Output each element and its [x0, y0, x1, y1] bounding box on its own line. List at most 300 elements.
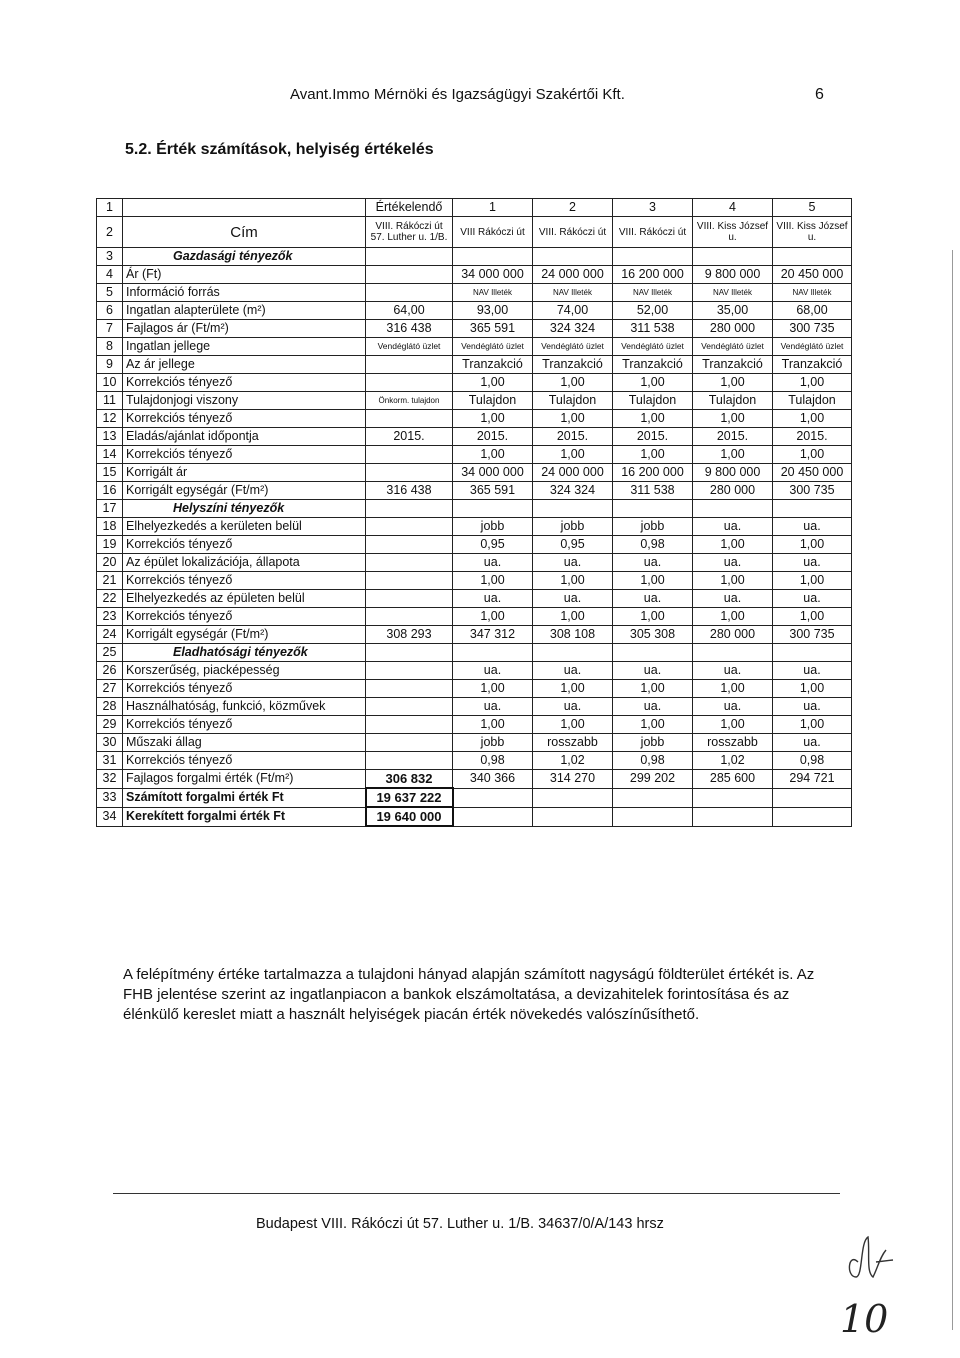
table-cell: 33	[97, 788, 123, 807]
table-cell: 314 270	[533, 770, 613, 789]
table-cell	[773, 500, 852, 518]
table-row	[97, 554, 852, 572]
table-cell: 34	[97, 807, 123, 826]
table-cell	[773, 248, 852, 266]
table-cell: 1	[453, 199, 533, 217]
table-cell: 35,00	[693, 302, 773, 320]
table-cell	[453, 788, 533, 807]
table-row	[97, 518, 852, 536]
table-cell	[366, 608, 453, 626]
table-cell: Az ár jellege	[123, 356, 366, 374]
table-cell: Tulajdon	[693, 392, 773, 410]
table-cell: ua.	[533, 554, 613, 572]
table-row	[97, 807, 852, 826]
table-cell: 4	[693, 199, 773, 217]
table-cell: 22	[97, 590, 123, 608]
table-cell: 1,00	[773, 536, 852, 554]
table-cell: 5	[97, 284, 123, 302]
table-cell	[613, 248, 693, 266]
table-cell: 21	[97, 572, 123, 590]
table-cell	[366, 374, 453, 392]
table-cell: 305 308	[613, 626, 693, 644]
table-row	[97, 716, 852, 734]
table-cell: 1,00	[773, 608, 852, 626]
table-cell	[366, 644, 453, 662]
table-cell: 2015.	[533, 428, 613, 446]
table-cell: 16	[97, 482, 123, 500]
table-row	[97, 356, 852, 374]
table-cell: 34 000 000	[453, 266, 533, 284]
table-cell: 31	[97, 752, 123, 770]
table-cell: ua.	[693, 662, 773, 680]
table-cell: Vendéglátó üzlet	[773, 338, 852, 356]
table-cell: Korrekciós tényező	[123, 608, 366, 626]
table-cell: 1,00	[773, 572, 852, 590]
table-cell: 311 538	[613, 320, 693, 338]
table-cell: Helyszíni tényezők	[123, 500, 366, 518]
table-cell: Tranzakció	[773, 356, 852, 374]
table-cell: Értékelendő	[366, 199, 453, 217]
table-cell: 20 450 000	[773, 266, 852, 284]
table-cell: 1,00	[533, 374, 613, 392]
table-row	[97, 788, 852, 807]
table-cell	[773, 644, 852, 662]
table-cell: Korrekciós tényező	[123, 536, 366, 554]
table-row	[97, 680, 852, 698]
table-cell: 1,00	[693, 374, 773, 392]
table-cell: 2015.	[453, 428, 533, 446]
handwritten-page-number: 10	[840, 1297, 889, 1341]
table-row	[97, 608, 852, 626]
table-cell: 1,00	[613, 446, 693, 464]
table-cell	[533, 788, 613, 807]
table-cell: 311 538	[613, 482, 693, 500]
table-row	[97, 590, 852, 608]
table-cell: 64,00	[366, 302, 453, 320]
table-cell: 285 600	[693, 770, 773, 789]
table-cell: ua.	[773, 662, 852, 680]
table-cell: jobb	[453, 518, 533, 536]
table-cell: ua.	[533, 698, 613, 716]
table-row	[97, 698, 852, 716]
table-cell: 0,95	[453, 536, 533, 554]
table-cell: 280 000	[693, 482, 773, 500]
table-cell: Cím	[123, 217, 366, 248]
table-cell	[366, 554, 453, 572]
table-cell: Ár (Ft)	[123, 266, 366, 284]
table-cell: 306 832	[366, 770, 453, 789]
table-cell: VIII. Rákóczi út	[613, 217, 693, 248]
table-cell	[613, 788, 693, 807]
table-cell: 1,00	[533, 572, 613, 590]
table-cell: NAV Illeték	[693, 284, 773, 302]
table-cell: 1,00	[773, 410, 852, 428]
summary-paragraph: A felépítmény értéke tartalmazza a tulajdoni hányad alapján számított nagyságú földterület értékét is. Az FHB jelentése szerint az ingatlanpiacon a bankok elszámoltatása, a devizahitelek forintosítása és az élénkülő kereslet miatt a használt helyiségek piacán érték növekedés valószínűsíthető.	[123, 966, 815, 1023]
table-cell	[366, 446, 453, 464]
table-cell: 365 591	[453, 320, 533, 338]
table-cell: ua.	[453, 698, 533, 716]
table-cell: 19	[97, 536, 123, 554]
table-cell: 300 735	[773, 482, 852, 500]
table-cell: Korrigált egységár (Ft/m²)	[123, 626, 366, 644]
table-row	[97, 536, 852, 554]
table-cell: 12	[97, 410, 123, 428]
table-cell	[366, 716, 453, 734]
table-cell: 280 000	[693, 626, 773, 644]
table-cell	[123, 199, 366, 217]
table-cell: 1,00	[533, 680, 613, 698]
section-row	[97, 644, 852, 662]
table-cell: VIII. Kiss József u.	[773, 217, 852, 248]
table-cell: Vendéglátó üzlet	[613, 338, 693, 356]
table-cell: 1,00	[613, 608, 693, 626]
table-cell: 28	[97, 698, 123, 716]
table-row	[97, 374, 852, 392]
table-cell: 1,00	[533, 446, 613, 464]
table-cell	[366, 734, 453, 752]
footer-address: Budapest VIII. Rákóczi út 57. Luther u. 1/B. 34637/0/A/143 hrsz	[256, 1216, 664, 1232]
table-row	[97, 626, 852, 644]
table-cell: Korrekciós tényező	[123, 446, 366, 464]
table-cell: Tulajdonjogi viszony	[123, 392, 366, 410]
table-cell: 0,98	[613, 752, 693, 770]
table-row	[97, 428, 852, 446]
table-row	[97, 410, 852, 428]
table-cell: 1,00	[453, 446, 533, 464]
table-cell: Korrigált ár	[123, 464, 366, 482]
page-number: 6	[815, 86, 824, 103]
company-header: Avant.Immo Mérnöki és Igazságügyi Szakértői Kft.	[290, 86, 625, 103]
table-cell: NAV Illeték	[613, 284, 693, 302]
table-cell: 1,02	[693, 752, 773, 770]
table-cell: 2	[533, 199, 613, 217]
table-cell: Korrekciós tényező	[123, 752, 366, 770]
table-cell	[613, 500, 693, 518]
table-cell: 1	[97, 199, 123, 217]
table-cell: 1,00	[693, 716, 773, 734]
table-cell	[366, 698, 453, 716]
table-cell: Vendéglátó üzlet	[693, 338, 773, 356]
table-cell: 8	[97, 338, 123, 356]
table-cell: 16 200 000	[613, 266, 693, 284]
table-cell: 1,02	[533, 752, 613, 770]
table-cell: VIII. Rákóczi út	[533, 217, 613, 248]
table-cell	[693, 644, 773, 662]
table-cell	[366, 662, 453, 680]
table-cell: 20	[97, 554, 123, 572]
table-cell	[693, 807, 773, 826]
table-cell: Korrekciós tényező	[123, 572, 366, 590]
table-cell: 1,00	[613, 410, 693, 428]
table-cell: 340 366	[453, 770, 533, 789]
table-cell: 1,00	[533, 410, 613, 428]
table-cell: Tranzakció	[533, 356, 613, 374]
valuation-table	[96, 198, 852, 827]
table-cell	[366, 752, 453, 770]
table-cell: 93,00	[453, 302, 533, 320]
scan-edge	[952, 250, 953, 1330]
table-cell: 0,98	[453, 752, 533, 770]
table-cell: 17	[97, 500, 123, 518]
table-cell: 3	[97, 248, 123, 266]
table-cell: 1,00	[693, 446, 773, 464]
table-cell	[773, 788, 852, 807]
table-cell: 1,00	[773, 716, 852, 734]
table-cell: Tulajdon	[453, 392, 533, 410]
table-cell: Korrekciós tényező	[123, 680, 366, 698]
table-cell	[693, 500, 773, 518]
table-cell: 19 640 000	[366, 807, 453, 826]
table-cell: Önkorm. tulajdon	[366, 392, 453, 410]
table-cell	[366, 266, 453, 284]
table-cell: 29	[97, 716, 123, 734]
table-cell: Gazdasági tényezők	[123, 248, 366, 266]
table-cell: ua.	[773, 518, 852, 536]
table-cell: 20 450 000	[773, 464, 852, 482]
table-cell	[453, 644, 533, 662]
table-cell: Tranzakció	[613, 356, 693, 374]
table-cell: 1,00	[453, 572, 533, 590]
table-cell	[366, 680, 453, 698]
table-cell: ua.	[453, 590, 533, 608]
table-cell: 308 108	[533, 626, 613, 644]
table-row	[97, 266, 852, 284]
table-cell: 25	[97, 644, 123, 662]
table-cell: 1,00	[453, 680, 533, 698]
table-header-row	[97, 199, 852, 217]
table-cell: 2015.	[613, 428, 693, 446]
table-cell: 0,98	[773, 752, 852, 770]
table-cell: Használhatóság, funkció, közművek	[123, 698, 366, 716]
table-cell: 2015.	[366, 428, 453, 446]
table-cell: 300 735	[773, 626, 852, 644]
table-cell: 74,00	[533, 302, 613, 320]
table-cell: ua.	[693, 518, 773, 536]
table-cell: 1,00	[453, 410, 533, 428]
table-cell: ua.	[693, 698, 773, 716]
table-cell: Ingatlan alapterülete (m²)	[123, 302, 366, 320]
table-cell: Korrekciós tényező	[123, 410, 366, 428]
table-row	[97, 284, 852, 302]
table-cell	[533, 500, 613, 518]
handwritten-signature	[838, 1232, 938, 1347]
section-row	[97, 500, 852, 518]
table-cell	[366, 590, 453, 608]
table-cell: ua.	[613, 698, 693, 716]
table-cell: Vendéglátó üzlet	[366, 338, 453, 356]
table-cell	[773, 807, 852, 826]
table-cell: 52,00	[613, 302, 693, 320]
table-cell: 365 591	[453, 482, 533, 500]
footer-divider	[113, 1193, 840, 1194]
table-cell: ua.	[533, 662, 613, 680]
table-cell: Elhelyezkedés az épületen belül	[123, 590, 366, 608]
table-cell	[366, 410, 453, 428]
table-row	[97, 338, 852, 356]
table-cell: 347 312	[453, 626, 533, 644]
table-cell: VIII. Rákóczi út 57. Luther u. 1/B.	[366, 217, 453, 248]
table-cell: 1,00	[613, 680, 693, 698]
table-cell: 2015.	[773, 428, 852, 446]
table-cell: Vendéglátó üzlet	[533, 338, 613, 356]
table-cell: 11	[97, 392, 123, 410]
table-cell: 6	[97, 302, 123, 320]
table-cell: Tranzakció	[693, 356, 773, 374]
table-cell: 280 000	[693, 320, 773, 338]
table-cell: 7	[97, 320, 123, 338]
table-cell: 299 202	[613, 770, 693, 789]
table-cell: 1,00	[773, 446, 852, 464]
table-cell: 27	[97, 680, 123, 698]
table-cell: 0,95	[533, 536, 613, 554]
table-cell: 26	[97, 662, 123, 680]
table-row	[97, 770, 852, 789]
table-cell	[453, 500, 533, 518]
table-cell: Fajlagos ár (Ft/m²)	[123, 320, 366, 338]
table-cell: Kerekített forgalmi érték Ft	[123, 807, 366, 826]
address-row	[97, 217, 852, 248]
table-cell: Az épület lokalizációja, állapota	[123, 554, 366, 572]
table-row	[97, 752, 852, 770]
table-cell	[533, 248, 613, 266]
table-cell: ua.	[613, 662, 693, 680]
table-cell: Vendéglátó üzlet	[453, 338, 533, 356]
table-cell	[693, 788, 773, 807]
table-cell: ua.	[773, 734, 852, 752]
table-cell	[366, 572, 453, 590]
table-cell: 316 438	[366, 482, 453, 500]
table-row	[97, 302, 852, 320]
table-row	[97, 464, 852, 482]
table-cell: ua.	[773, 554, 852, 572]
table-cell: Eladás/ajánlat időpontja	[123, 428, 366, 446]
table-cell: jobb	[533, 518, 613, 536]
table-cell	[366, 284, 453, 302]
table-row	[97, 446, 852, 464]
table-cell: VIII. Kiss József u.	[693, 217, 773, 248]
table-cell: 9 800 000	[693, 266, 773, 284]
table-cell	[366, 356, 453, 374]
table-cell: 1,00	[453, 716, 533, 734]
table-cell: 1,00	[613, 374, 693, 392]
table-cell: 24 000 000	[533, 266, 613, 284]
table-row	[97, 572, 852, 590]
table-cell: 9	[97, 356, 123, 374]
table-cell: jobb	[613, 518, 693, 536]
section-title: 5.2. Érték számítások, helyiség értékelés	[125, 141, 434, 158]
table-cell: VIII Rákóczi út	[453, 217, 533, 248]
table-cell: 1,00	[693, 680, 773, 698]
table-cell: ua.	[693, 590, 773, 608]
table-cell: Korrigált egységár (Ft/m²)	[123, 482, 366, 500]
table-cell: 13	[97, 428, 123, 446]
table-cell: 324 324	[533, 320, 613, 338]
table-cell: ua.	[533, 590, 613, 608]
table-cell	[453, 248, 533, 266]
table-cell: 1,00	[453, 608, 533, 626]
table-cell: jobb	[453, 734, 533, 752]
table-cell	[366, 248, 453, 266]
table-cell: ua.	[453, 662, 533, 680]
table-cell	[533, 644, 613, 662]
table-cell: 5	[773, 199, 852, 217]
table-cell: Tranzakció	[453, 356, 533, 374]
table-cell	[533, 807, 613, 826]
table-cell: Tulajdon	[613, 392, 693, 410]
table-cell: ua.	[613, 554, 693, 572]
table-cell: 30	[97, 734, 123, 752]
table-cell: ua.	[693, 554, 773, 572]
table-cell: 316 438	[366, 320, 453, 338]
table-cell: jobb	[613, 734, 693, 752]
table-cell: 3	[613, 199, 693, 217]
table-cell: Eladhatósági tényezők	[123, 644, 366, 662]
table-cell: 16 200 000	[613, 464, 693, 482]
table-cell: NAV Illeték	[453, 284, 533, 302]
table-cell: Információ forrás	[123, 284, 366, 302]
table-cell: Ingatlan jellege	[123, 338, 366, 356]
table-cell	[613, 807, 693, 826]
table-cell: NAV Illeték	[533, 284, 613, 302]
table-cell: rosszabb	[693, 734, 773, 752]
table-cell: 32	[97, 770, 123, 789]
table-cell: 68,00	[773, 302, 852, 320]
table-cell: 1,00	[693, 410, 773, 428]
table-cell	[613, 644, 693, 662]
table-cell: Tulajdon	[773, 392, 852, 410]
table-row	[97, 662, 852, 680]
table-cell: 2015.	[693, 428, 773, 446]
table-cell: 0,98	[613, 536, 693, 554]
table-cell: ua.	[773, 590, 852, 608]
table-cell: Korrekciós tényező	[123, 374, 366, 392]
table-cell: Számított forgalmi érték Ft	[123, 788, 366, 807]
table-cell: 1,00	[613, 572, 693, 590]
table-cell: 324 324	[533, 482, 613, 500]
table-cell: Tulajdon	[533, 392, 613, 410]
table-cell: 10	[97, 374, 123, 392]
table-cell: 19 637 222	[366, 788, 453, 807]
table-cell: 1,00	[773, 374, 852, 392]
table-cell	[366, 500, 453, 518]
table-cell: 14	[97, 446, 123, 464]
table-cell: 24	[97, 626, 123, 644]
table-cell: 2	[97, 217, 123, 248]
table-cell	[366, 518, 453, 536]
table-row	[97, 734, 852, 752]
table-cell: 1,00	[533, 716, 613, 734]
table-cell: ua.	[613, 590, 693, 608]
table-row	[97, 392, 852, 410]
table-cell: ua.	[773, 698, 852, 716]
table-cell: 294 721	[773, 770, 852, 789]
table-cell: 15	[97, 464, 123, 482]
table-cell: Elhelyezkedés a kerületen belül	[123, 518, 366, 536]
table-cell: Műszaki állag	[123, 734, 366, 752]
table-cell: 24 000 000	[533, 464, 613, 482]
table-cell: NAV Illeték	[773, 284, 852, 302]
table-cell: 34 000 000	[453, 464, 533, 482]
table-cell: Korszerűség, piacképesség	[123, 662, 366, 680]
table-cell: 18	[97, 518, 123, 536]
table-row	[97, 482, 852, 500]
table-cell	[366, 536, 453, 554]
table-cell: ua.	[453, 554, 533, 572]
table-cell	[453, 807, 533, 826]
table-cell: 9 800 000	[693, 464, 773, 482]
table-cell: Fajlagos forgalmi érték (Ft/m²)	[123, 770, 366, 789]
table-cell: 1,00	[613, 716, 693, 734]
